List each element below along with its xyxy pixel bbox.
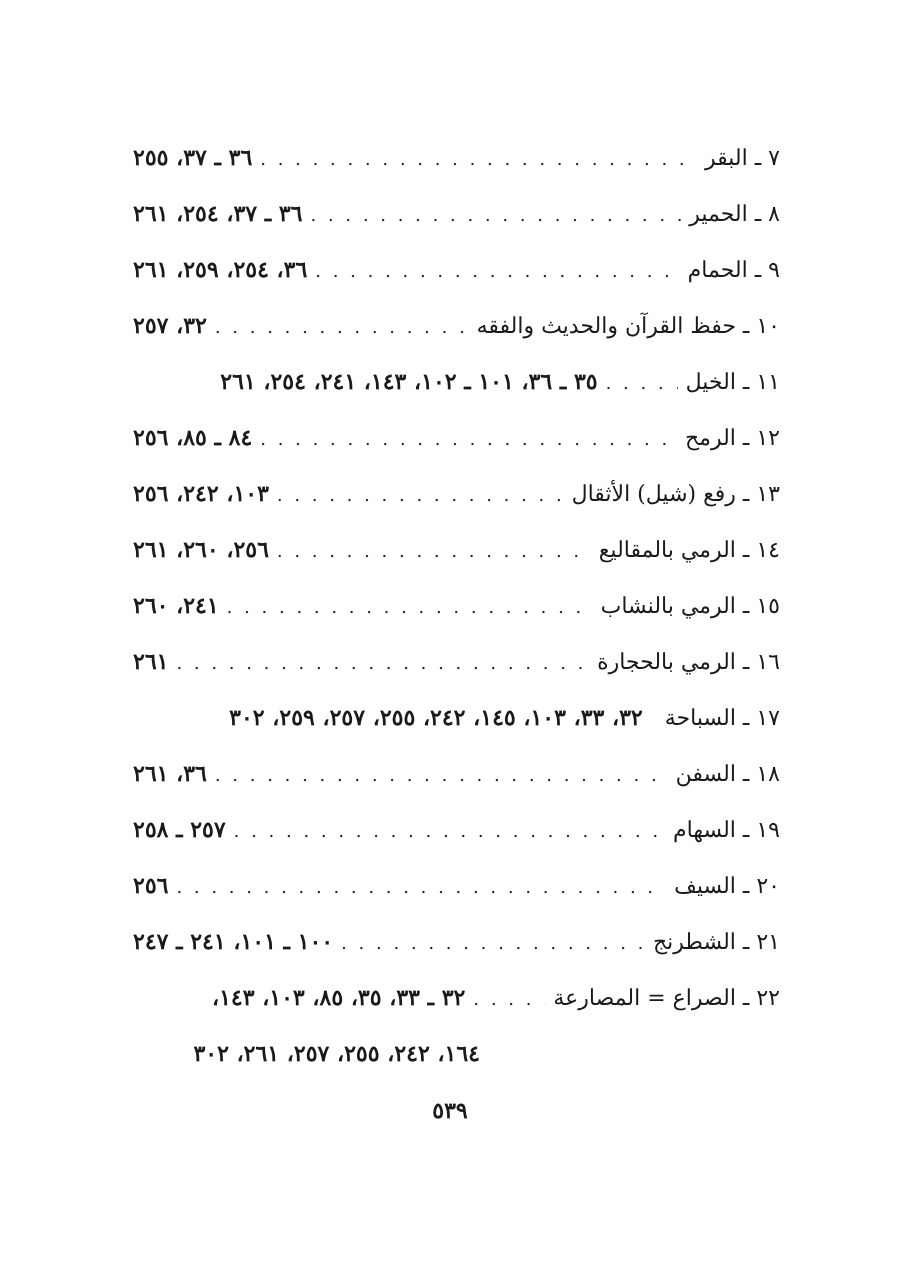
- index-entry: [133, 354, 780, 410]
- entry-pages: ٨٤ ـ ٨٥، ٢٥٦: [133, 425, 253, 451]
- index-entry: [133, 690, 780, 746]
- entry-label: ١٠ ـ حفظ القرآن والحديث والفقه: [476, 314, 780, 339]
- index-entry: [133, 410, 780, 466]
- entry-label: ٢٠ ـ السيف: [674, 874, 780, 899]
- dot-leader: [341, 916, 645, 972]
- entry-pages: ١٠٣، ٢٤٢، ٢٥٦: [133, 481, 269, 507]
- dot-leader: [260, 412, 677, 468]
- index-entry: [133, 746, 780, 802]
- entry-pages: ٣٦، ٢٥٤، ٢٥٩، ٢٦١: [133, 257, 308, 283]
- entry-pages: ٢٥٦، ٢٦٠، ٢٦١: [133, 537, 269, 563]
- index-entry: [133, 130, 780, 186]
- entry-pages: ٣٦، ٢٦١: [133, 761, 207, 787]
- index-entry: [133, 298, 780, 354]
- page-number: ٥٣٩: [432, 1098, 468, 1124]
- index-entry: [133, 858, 780, 914]
- entry-pages: ٣٥ ـ ٣٦، ١٠١ ـ ١٠٢، ١٤٣، ٢٤١، ٢٥٤، ٢٦١: [220, 369, 598, 395]
- dot-leader: [234, 804, 665, 860]
- dot-leader: [176, 636, 589, 692]
- entry-label: ١٥ ـ الرمي بالنشاب: [600, 594, 780, 619]
- index-entry: [133, 914, 780, 970]
- entry-pages: ٣٦ ـ ٣٧، ٢٥٤، ٢٦١: [133, 201, 303, 227]
- entry-label: ٨ ـ الحمير: [689, 202, 780, 227]
- entry-pages: ٣٢ ـ ٣٣، ٣٥، ٨٥، ١٠٣، ١٤٣،: [211, 985, 466, 1011]
- entry-label: ١٦ ـ الرمي بالحجارة: [597, 650, 780, 675]
- dot-leader: [315, 244, 679, 300]
- entry-label: ١٨ ـ السفن: [675, 762, 780, 787]
- entry-label: ١٢ ـ الرمح: [684, 426, 780, 451]
- dot-leader: [227, 580, 593, 636]
- entry-label: ٩ ـ الحمام: [687, 258, 780, 283]
- dot-leader: [473, 972, 545, 1028]
- entry-pages: ٢٦١: [133, 649, 169, 675]
- entry-label: ١٧ ـ السباحة: [664, 706, 780, 731]
- index-entry: [133, 970, 780, 1026]
- entry-pages: ٢٥٧ ـ ٢٥٨: [133, 817, 226, 843]
- index-entry: [133, 242, 780, 298]
- index-entry: [133, 578, 780, 634]
- entry-label: ١٤ ـ الرمي بالمقاليع: [598, 538, 780, 563]
- entry-pages: ٣٢، ٢٥٧: [133, 313, 207, 339]
- entry-label: ١٩ ـ السهام: [673, 818, 780, 843]
- dot-leader: [260, 132, 697, 188]
- entry-pages: ١٠٠ ـ ١٠١، ٢٤١ ـ ٢٤٧: [133, 929, 334, 955]
- index-entry: [133, 186, 780, 242]
- dot-leader: [277, 524, 591, 580]
- dot-leader: [176, 860, 666, 916]
- entry-label: ١٣ ـ رفع (شيل) الأثقال: [571, 482, 780, 507]
- entry-pages: ٢٥٦: [133, 873, 169, 899]
- index-entry: [133, 802, 780, 858]
- entry-label: ٧ ـ البقر: [705, 146, 780, 171]
- index-entry: [133, 634, 780, 690]
- dot-leader: [215, 748, 668, 804]
- dot-leader: [277, 468, 564, 524]
- index-entry: [133, 466, 780, 522]
- index-entry: [133, 522, 780, 578]
- entry-continuation: ١٦٤، ٢٤٢، ٢٥٥، ٢٥٧، ٢٦١، ٣٠٢: [193, 1041, 480, 1067]
- entry-pages: ٣٦ ـ ٣٧، ٢٥٥: [133, 145, 253, 171]
- entry-label: ١١ ـ الخيل: [685, 370, 780, 395]
- dot-leader: [310, 188, 681, 244]
- entry-pages: ٢٤١، ٢٦٠: [133, 593, 219, 619]
- entry-label: ٢٢ ـ الصراع = المصارعة: [553, 986, 780, 1011]
- index-list: [133, 130, 780, 1082]
- entry-label: ٢١ ـ الشطرنج: [652, 930, 780, 955]
- dot-leader: [606, 356, 678, 412]
- entry-pages: ٣٢، ٣٣، ١٠٣، ١٤٥، ٢٤٢، ٢٥٥، ٢٥٧، ٢٥٩، ٣٠٢: [229, 705, 643, 731]
- dot-leader: [215, 300, 469, 356]
